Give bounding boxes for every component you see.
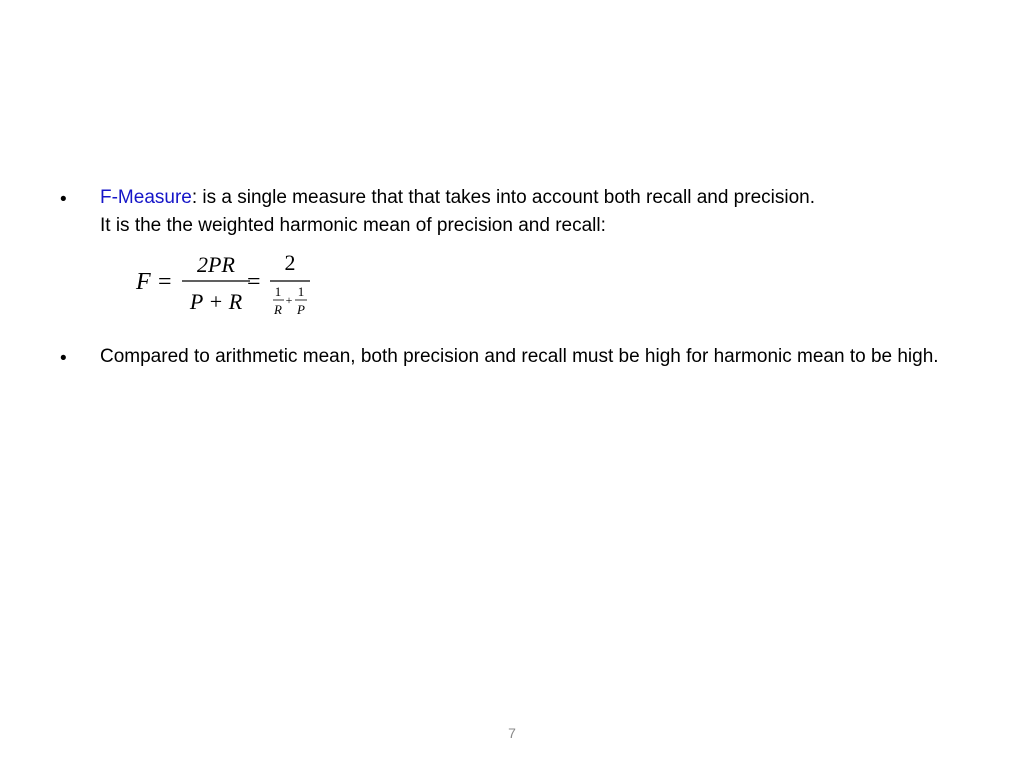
formula-equals-1: =	[158, 269, 172, 295]
formula-small-den-b: P	[297, 302, 305, 317]
bullet-marker: •	[60, 189, 67, 210]
fmeasure-harmonic-line: It is the the weighted harmonic mean of precision and recall:	[100, 215, 606, 236]
formula-denominator: P + R	[189, 289, 243, 314]
fmeasure-term: F-Measure	[100, 187, 192, 208]
formula-equals-2: =	[247, 269, 261, 295]
formula-lhs: F	[136, 269, 151, 295]
formula-numerator-2: 2	[284, 250, 296, 275]
comparison-text: Compared to arithmetic mean, both precision and recall must be high for harmonic mean to be high.	[100, 346, 939, 367]
formula-small-num-a: 1	[274, 284, 282, 299]
formula-small-plus: +	[285, 293, 293, 307]
fmeasure-formula	[120, 246, 340, 326]
formula-small-num-b: 1	[297, 284, 305, 299]
bullet-marker: •	[60, 348, 67, 369]
formula-small-den-a: R	[274, 302, 282, 317]
fmeasure-definition: : is a single measure that that takes into account both recall and precision.	[191, 187, 815, 208]
page-number: 7	[508, 725, 516, 741]
comparison-paragraph	[100, 343, 980, 371]
fmeasure-paragraph	[100, 184, 980, 240]
formula-numerator: 2PR	[197, 252, 235, 277]
